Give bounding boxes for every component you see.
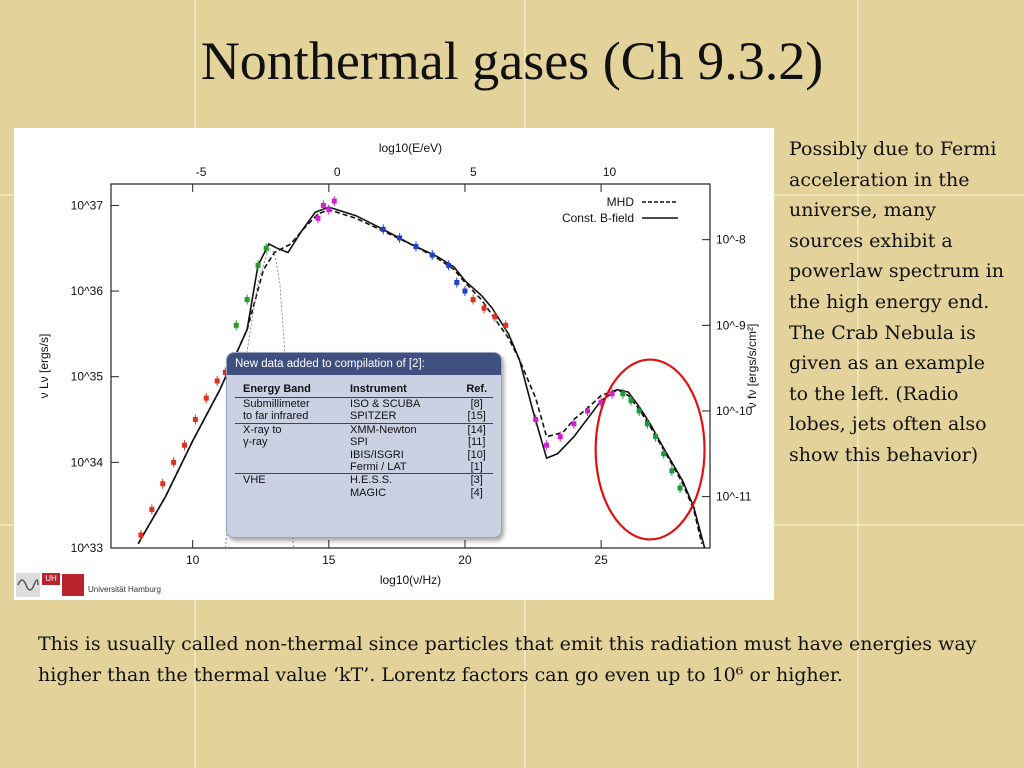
university-hamburg-logo (16, 571, 172, 599)
y2-tick-label: 10^-11 (716, 489, 752, 504)
data-point (620, 391, 625, 396)
data-point (264, 246, 269, 251)
data-point (171, 460, 176, 465)
data-point (609, 391, 614, 396)
data-point (315, 216, 320, 221)
band-cell (235, 487, 342, 499)
y2-tick-label: 10^-10 (716, 403, 753, 418)
data-point (544, 443, 549, 448)
data-point (215, 378, 220, 383)
x2-tick-label: 10 (602, 165, 617, 179)
data-point (245, 297, 250, 302)
data-point (471, 297, 476, 302)
data-point (149, 507, 154, 512)
table-row (235, 423, 493, 436)
data-point (256, 263, 261, 268)
y-tick-label: 10^35 (70, 369, 103, 384)
data-point (381, 227, 386, 232)
x-tick-label: 15 (322, 553, 336, 567)
data-point (503, 323, 508, 328)
data-point (661, 451, 666, 456)
x2-tick-label: 0 (333, 165, 341, 179)
ref-cell: [10] (467, 448, 486, 461)
logo-uh-mark: UH (42, 573, 60, 585)
data-point (182, 443, 187, 448)
band-cell (235, 449, 342, 461)
table-row (235, 474, 493, 487)
legend-label: Const. B-field (561, 211, 634, 225)
data-point (571, 421, 576, 426)
data-point (653, 434, 658, 439)
ref-cell: [1] (470, 461, 483, 474)
y2-tick-label: 10^-9 (716, 318, 746, 333)
data-point (193, 417, 198, 422)
y-tick-label: 10^34 (70, 455, 103, 470)
data-point (629, 398, 634, 403)
x2-axis-label: log10(E/eV) (378, 141, 443, 155)
instrument-cell: IBIS/ISGRI (349, 448, 404, 461)
data-point (332, 199, 337, 204)
instrument-cell: Fermi / LAT (349, 461, 407, 474)
data-point (160, 481, 165, 486)
x-tick-label: 10 (186, 553, 200, 567)
side-text: Possibly due to Fermi acceleration in the universe, many sources exhibit a powerlaw spectrum in the high energy end. The Crab Nebula is given as an example to the left. (Radio lobes, jets often also show this behavior) (789, 138, 1005, 466)
y-tick-label: 10^36 (70, 284, 103, 299)
data-point (585, 408, 590, 413)
data-point (558, 434, 563, 439)
data-point (533, 417, 538, 422)
ref-cell: [15] (467, 410, 486, 423)
data-point (645, 421, 650, 426)
logo-signal-icon (16, 573, 40, 597)
band-cell: VHE (235, 474, 342, 487)
data-point (204, 396, 209, 401)
y-tick-label: 10^37 (70, 198, 103, 213)
y-axis-label: ν Lν [ergs/s] (37, 333, 51, 399)
crab-nebula-sed-figure (14, 128, 774, 600)
data-point (430, 253, 435, 258)
infobox-header: New data added to compilation of [2]: (227, 353, 501, 375)
x-tick-label: 25 (594, 553, 608, 567)
table-row (235, 410, 493, 423)
x2-tick-label: 5 (470, 165, 477, 179)
instrument-cell: XMM-Newton (342, 423, 452, 436)
ref-cell: [3] (452, 474, 493, 487)
table-row (235, 398, 493, 411)
table-row (235, 487, 493, 499)
table-row (235, 436, 493, 448)
table-row (235, 461, 493, 474)
data-point (678, 486, 683, 491)
x-tick-label: 20 (458, 553, 472, 567)
band-cell: X-ray to (235, 423, 342, 436)
col-ref: Ref. (452, 381, 493, 398)
ref-cell: [8] (470, 398, 483, 410)
instrument-cell: MAGIC (349, 486, 387, 499)
data-point (482, 306, 487, 311)
logo-university-name: Universität Hamburg (88, 585, 161, 594)
data-compilation-infobox (226, 352, 502, 538)
legend-label: MHD (606, 195, 634, 209)
col-energy-band: Energy Band (235, 381, 342, 398)
ref-cell: [11] (467, 436, 486, 449)
instrument-cell: H.E.S.S. (342, 474, 452, 487)
data-point (234, 323, 239, 328)
x-axis-label: log10(ν/Hz) (379, 573, 442, 587)
band-cell: to far infrared (243, 410, 309, 423)
data-point (397, 235, 402, 240)
instrument-cell: SPI (349, 436, 368, 449)
logo-tower-icon (62, 574, 84, 596)
data-point (492, 314, 497, 319)
y2-tick-label: 10^-8 (716, 232, 746, 247)
data-point (138, 533, 143, 538)
data-point (413, 244, 418, 249)
data-point (446, 263, 451, 268)
y2-axis-label: ν fν [ergs/s/cm²] (745, 323, 759, 409)
y-tick-label: 10^33 (70, 541, 103, 555)
data-point (454, 280, 459, 285)
data-point (462, 289, 467, 294)
table-row (235, 449, 493, 461)
x2-tick-label: -5 (195, 165, 207, 179)
band-cell (235, 461, 342, 474)
instrument-cell: SPITZER (349, 410, 397, 423)
ref-cell: [14] (452, 423, 493, 436)
highlight-ellipse (596, 360, 705, 540)
band-cell: γ-ray (243, 436, 268, 449)
ref-cell: [4] (470, 486, 483, 499)
data-point (669, 468, 674, 473)
data-point (637, 408, 642, 413)
band-cell: Submillimeter (243, 398, 310, 410)
infobox-table (235, 381, 493, 499)
data-point (321, 203, 326, 208)
col-instrument: Instrument (342, 381, 452, 398)
slide-title: Nonthermal gases (Ch 9.3.2) (200, 31, 824, 91)
instrument-cell: ISO & SCUBA (349, 398, 421, 410)
bottom-text: This is usually called non-thermal since particles that emit this radiation must have energies way higher than the thermal value ‘kT’. Lorentz factors can go even up to 10⁶ or higher. (38, 633, 977, 686)
data-point (326, 207, 331, 212)
